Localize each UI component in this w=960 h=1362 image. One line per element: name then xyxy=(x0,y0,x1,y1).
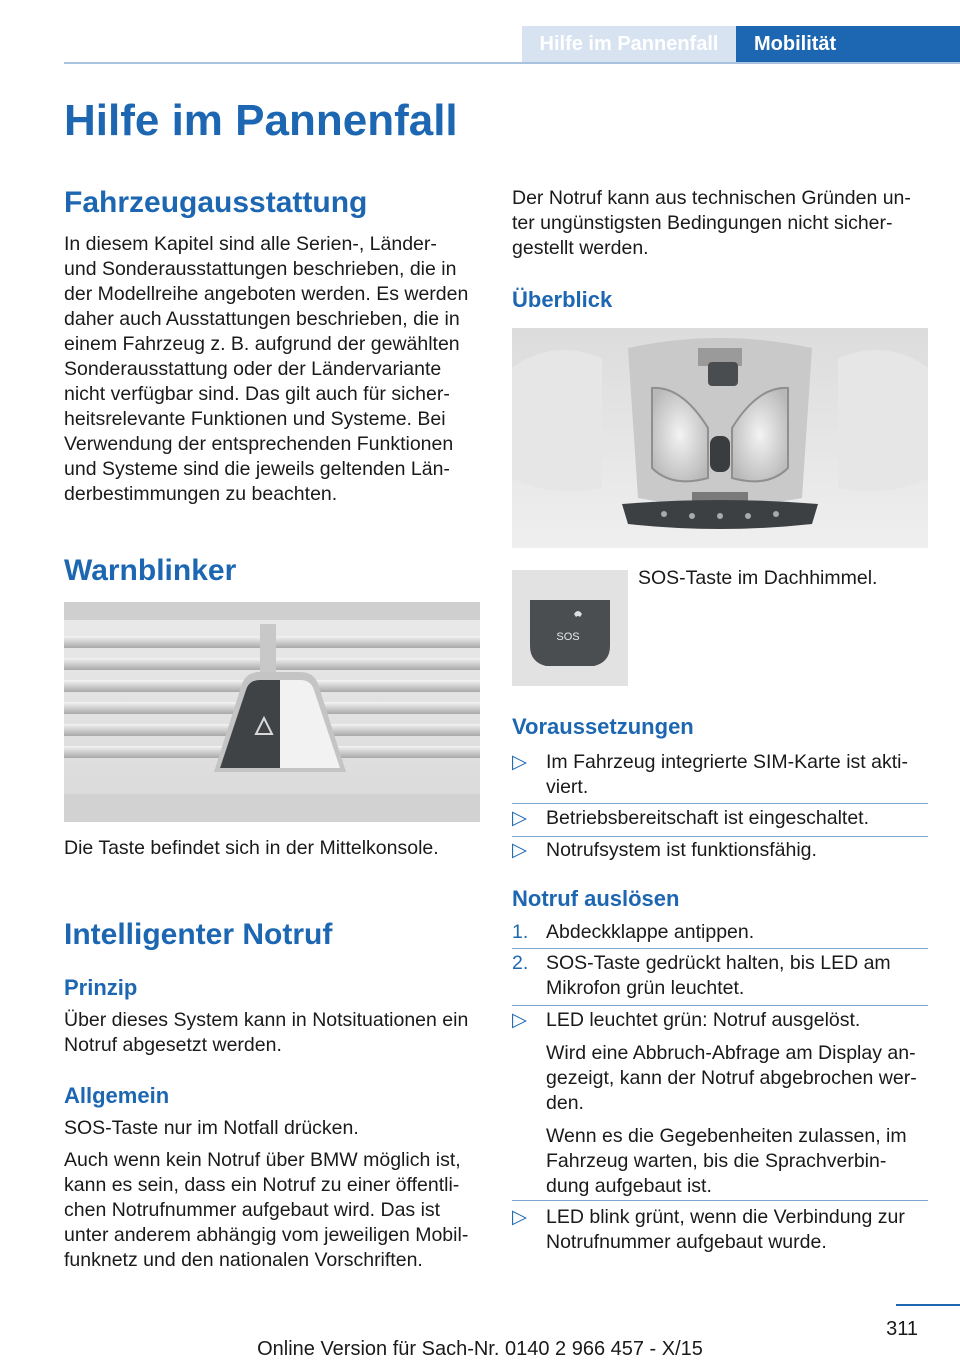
text-line: funknetz und den nationalen Vorschriften. xyxy=(64,1249,423,1271)
text-line: und Sonderausstattungen beschrieben, die in xyxy=(64,258,457,280)
roof-console-image xyxy=(512,328,928,548)
step-number: 1. xyxy=(512,921,529,943)
text-line: daher auch Ausstattungen beschrieben, die in xyxy=(64,308,460,330)
allgemein-text-1: SOS-Taste nur im Notfall drücken. xyxy=(64,1117,359,1139)
text-line: dung aufgebaut ist. xyxy=(546,1175,712,1197)
fahrzeugausstattung-text xyxy=(64,232,480,507)
text-line: unter anderem abhängig vom jeweiligen Mobil- xyxy=(64,1224,469,1246)
text-line: Der Notruf kann aus technischen Gründen un- xyxy=(512,187,911,209)
heading-fahrzeugausstattung: Fahrzeugausstattung xyxy=(64,186,368,219)
text-line: Mikrofon grün leuchtet. xyxy=(546,977,745,999)
step-number: 2. xyxy=(512,952,529,974)
sos-label: SOS xyxy=(556,631,580,643)
text-line: ter ungünstigsten Bedingungen nicht sicher- xyxy=(512,212,893,234)
sos-caption: SOS-Taste im Dachhimmel. xyxy=(638,567,878,589)
text-line: Sonderausstattung oder der Ländervariante xyxy=(64,358,442,380)
header-chapter-tab[interactable]: Mobilität xyxy=(736,26,960,62)
text-line: Auch wenn kein Notruf über BMW möglich ist, xyxy=(64,1149,461,1171)
header-section-tab[interactable]: Hilfe im Pannenfall xyxy=(522,26,736,62)
list-divider xyxy=(512,1200,928,1201)
list-divider xyxy=(512,803,928,804)
text-line: nicht verfügbar sind. Das gilt auch für sicher- xyxy=(64,383,450,405)
text-line: Über dieses System kann in Notsituationen ein xyxy=(64,1009,469,1031)
heading-prinzip: Prinzip xyxy=(64,975,138,1000)
heading-ueberblick: Überblick xyxy=(512,287,613,312)
page-title: Hilfe im Pannenfall xyxy=(64,96,458,145)
text-line: heitsrelevante Funktionen und Systeme. Bei xyxy=(64,408,446,430)
text-line: derbestimmungen zu beachten. xyxy=(64,483,338,505)
text-line: Notruf abgesetzt werden. xyxy=(64,1034,282,1056)
text-line: gestellt werden. xyxy=(512,237,649,259)
text-line: Notrufnummer aufgebaut wurde. xyxy=(546,1231,827,1253)
text-line: Notrufsystem ist funktionsfähig. xyxy=(546,839,817,861)
heading-voraussetzungen: Voraussetzungen xyxy=(512,714,694,739)
text-line: chen Notrufnummer aufgebaut wird. Das ist xyxy=(64,1199,441,1221)
text-line: Wird eine Abbruch-Abfrage am Display an- xyxy=(546,1042,916,1064)
text-line: Fahrzeug warten, bis die Sprachverbin- xyxy=(546,1150,887,1172)
page-number: 311 xyxy=(886,1318,918,1340)
text-line: Im Fahrzeug integrierte SIM-Karte ist akti- xyxy=(546,751,908,773)
heading-intelligenter-notruf: Intelligenter Notruf xyxy=(64,918,333,951)
warnblinker-caption: Die Taste befindet sich in der Mittelkonsole. xyxy=(64,837,439,859)
bullet-marker: ▷ xyxy=(512,1206,527,1228)
text-line: In diesem Kapitel sind alle Serien-, Länder- xyxy=(64,233,437,255)
footer-accent-line xyxy=(896,1304,960,1306)
heading-allgemein: Allgemein xyxy=(64,1083,170,1108)
text-line: SOS-Taste gedrückt halten, bis LED am xyxy=(546,952,891,974)
notruf-intro-text xyxy=(512,186,928,261)
heading-warnblinker: Warnblinker xyxy=(64,554,237,587)
bullet-marker: ▷ xyxy=(512,807,527,829)
sos-button-image xyxy=(512,570,628,686)
footer-text: Online Version für Sach-Nr. 0140 2 966 457 - X/15 xyxy=(257,1338,703,1360)
text-line: der Modellreihe angeboten werden. Es werden xyxy=(64,283,469,305)
bullet-marker: ▷ xyxy=(512,839,527,861)
text-line: LED blink grünt, wenn die Verbindung zur xyxy=(546,1206,905,1228)
list-divider xyxy=(512,948,928,949)
text-line: gezeigt, kann der Notruf abgebrochen wer- xyxy=(546,1067,917,1089)
prinzip-text xyxy=(64,1008,480,1058)
header-divider xyxy=(64,62,960,64)
text-line: Betriebsbereitschaft ist eingeschaltet. xyxy=(546,807,870,829)
text-line: viert. xyxy=(546,776,589,798)
text-line: einem Fahrzeug z. B. aufgrund der gewählten xyxy=(64,333,460,355)
hazard-switch-image xyxy=(64,602,480,822)
text-line: kann es sein, dass ein Notruf zu einer öffentli- xyxy=(64,1174,460,1196)
text-line: Wenn es die Gegebenheiten zulassen, im xyxy=(546,1125,907,1147)
text-line: LED leuchtet grün: Notruf ausgelöst. xyxy=(546,1009,861,1031)
text-line: und Systeme sind die jeweils geltenden Län- xyxy=(64,458,450,480)
text-line: Abdeckklappe antippen. xyxy=(546,921,755,943)
bullet-marker: ▷ xyxy=(512,1009,527,1031)
list-divider xyxy=(512,836,928,837)
list-divider xyxy=(512,1005,928,1006)
heading-notruf-ausloesen: Notruf auslösen xyxy=(512,886,680,911)
allgemein-text-2 xyxy=(64,1148,480,1273)
bullet-marker: ▷ xyxy=(512,751,527,773)
text-line: den. xyxy=(546,1092,584,1114)
text-line: Verwendung der entsprechenden Funktionen xyxy=(64,433,454,455)
